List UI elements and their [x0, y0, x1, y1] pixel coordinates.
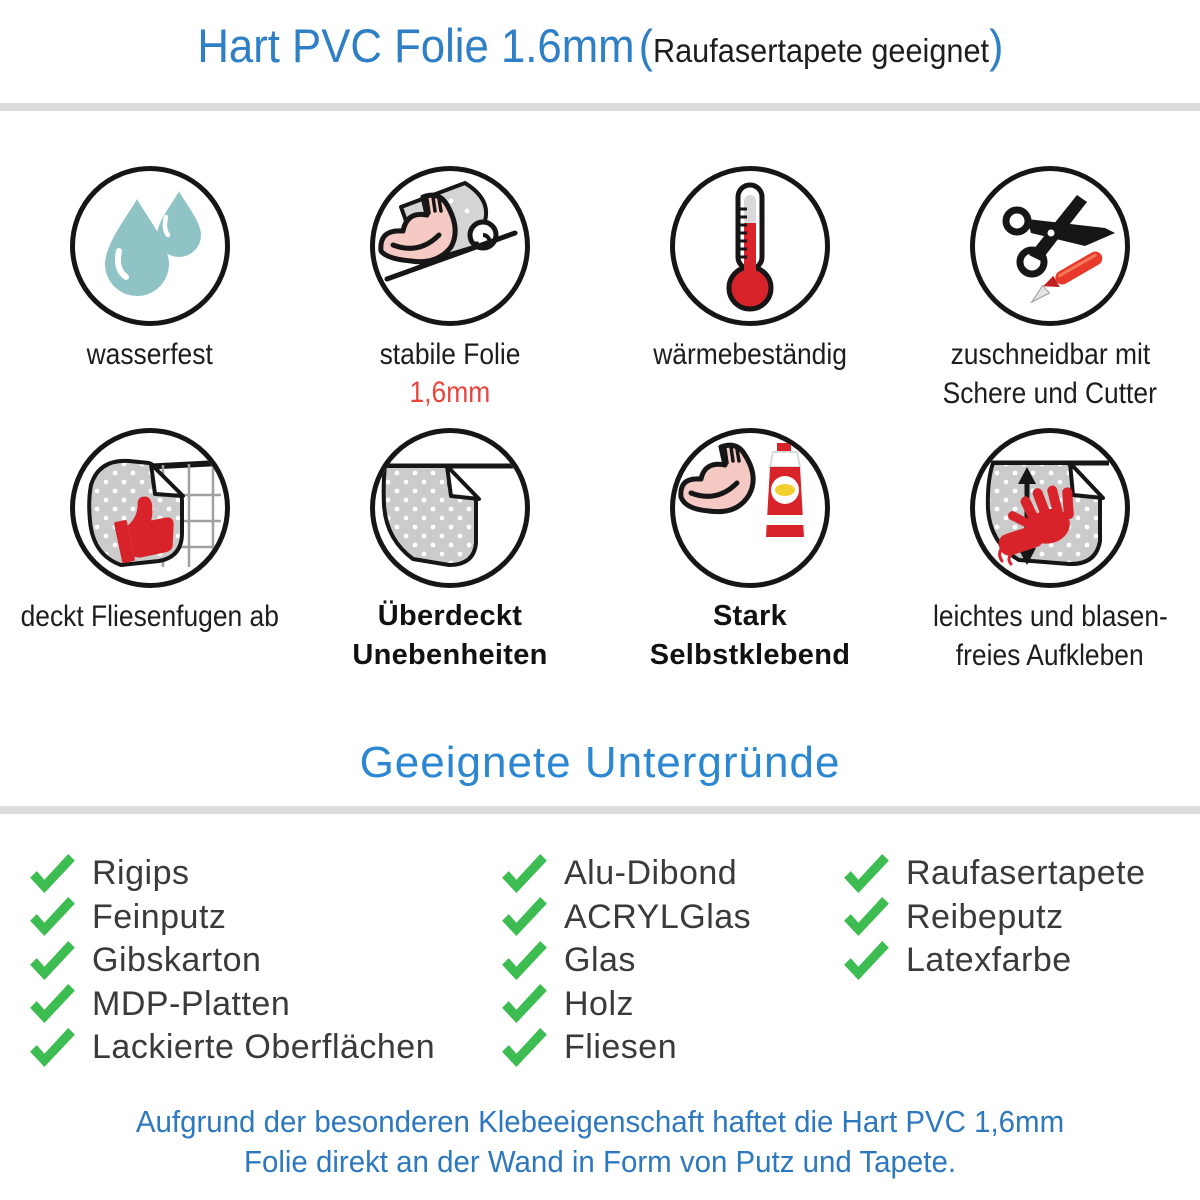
feature-label: stabile Folie: [379, 338, 521, 371]
feature-row-1: [0, 166, 1200, 413]
title-open-paren: (: [638, 20, 653, 72]
muscle-arm-glue-tube-icon: [670, 428, 830, 588]
list-item: [500, 983, 751, 1027]
checkmark-icon: [28, 854, 76, 894]
surfaces-heading: Geeignete Untergründe: [359, 738, 841, 787]
footer-line-2: Folie direkt an der Wand in Form von Putz und Tapete.: [243, 1144, 957, 1179]
footer-line-1: Aufgrund der besonderen Klebeeigenschaft haftet die Hart PVC 1,6mm: [135, 1104, 1065, 1139]
checkmark-icon: [842, 897, 890, 937]
feature-row-2: [0, 428, 1200, 675]
feature-label: zuschneidbar mit: [950, 338, 1150, 371]
water-drops-icon: [70, 166, 230, 326]
muscle-arm-foil-roll-icon: [370, 166, 530, 326]
list-item: [28, 983, 435, 1027]
checkmark-icon: [500, 1028, 548, 1068]
feature-label-line2: Unebenheiten: [352, 639, 548, 671]
surface-label: Holz: [564, 984, 635, 1023]
feature-label: Stark: [712, 600, 788, 632]
list-item: [500, 939, 751, 983]
divider-bar-top: [0, 103, 1200, 111]
hand-smoothing-foil-icon: [970, 428, 1130, 588]
list-item: [500, 1026, 751, 1070]
list-item: [28, 939, 435, 983]
feature-stabile-folie: [300, 166, 600, 413]
feature-label: deckt Fliesenfugen ab: [20, 600, 280, 633]
list-item: [28, 1026, 435, 1070]
list-item: [500, 852, 751, 896]
feature-label: wärmebeständig: [653, 338, 847, 371]
feature-wasserfest: [0, 166, 300, 413]
checkmark-icon: [500, 897, 548, 937]
feature-label-line2: Selbstklebend: [649, 639, 851, 671]
scissors-and-cutter-icon: [970, 166, 1130, 326]
divider-bar-middle: [0, 806, 1200, 814]
surface-label: Feinputz: [92, 897, 227, 936]
surface-label: ACRYLGlas: [564, 897, 752, 936]
list-item: [842, 896, 1146, 940]
surface-label: Reibeputz: [906, 897, 1064, 936]
feature-label-line2: freies Aufkleben: [956, 639, 1144, 672]
feature-label: wasserfest: [86, 338, 214, 371]
checkmark-icon: [28, 941, 76, 981]
surface-label: Glas: [564, 941, 636, 980]
feature-aufkleben: [900, 428, 1200, 675]
surfaces-column-2: [500, 852, 751, 1070]
checkmark-icon: [842, 854, 890, 894]
surface-label: Rigips: [92, 854, 190, 893]
footer-note: [30, 1102, 1170, 1182]
page-title: [0, 18, 1200, 73]
title-close-paren: ): [988, 20, 1003, 72]
checkmark-icon: [28, 984, 76, 1024]
list-item: [28, 896, 435, 940]
list-item: [500, 896, 751, 940]
feature-waermebestaendig: [600, 166, 900, 413]
surfaces-column-1: [28, 852, 435, 1070]
checkmark-icon: [28, 1028, 76, 1068]
feature-unebenheiten: [300, 428, 600, 675]
feature-selbstklebend: [600, 428, 900, 675]
title-note: Raufasertapete geeignet: [652, 32, 989, 69]
surfaces-checklist: [0, 852, 1200, 1082]
feature-label: Überdeckt: [377, 600, 523, 632]
checkmark-icon: [28, 897, 76, 937]
title-main: Hart PVC Folie 1.6mm: [196, 19, 635, 72]
checkmark-icon: [500, 984, 548, 1024]
thermometer-icon: [670, 166, 830, 326]
tile-grid-foil-thumbs-up-icon: [70, 428, 230, 588]
surface-label: MDP-Platten: [92, 984, 291, 1023]
surface-label: Alu-Dibond: [564, 854, 738, 893]
list-item: [28, 852, 435, 896]
surface-label: Gibskarton: [92, 941, 262, 980]
feature-label-line2: Schere und Cutter: [942, 377, 1158, 410]
feature-thickness-label: 1,6mm: [409, 376, 491, 409]
surface-label: Latexfarbe: [906, 941, 1072, 980]
dotted-foil-fold-icon: [370, 428, 530, 588]
list-item: [842, 939, 1146, 983]
surface-label: Fliesen: [564, 1028, 678, 1067]
list-item: [842, 852, 1146, 896]
surface-label: Raufasertapete: [906, 854, 1146, 893]
feature-zuschneidbar: [900, 166, 1200, 413]
surfaces-column-3: [842, 852, 1146, 983]
surface-label: Lackierte Oberflächen: [92, 1028, 436, 1067]
checkmark-icon: [842, 941, 890, 981]
checkmark-icon: [500, 854, 548, 894]
feature-label: leichtes und blasen-: [932, 600, 1168, 633]
feature-fliesenfugen: [0, 428, 300, 675]
checkmark-icon: [500, 941, 548, 981]
